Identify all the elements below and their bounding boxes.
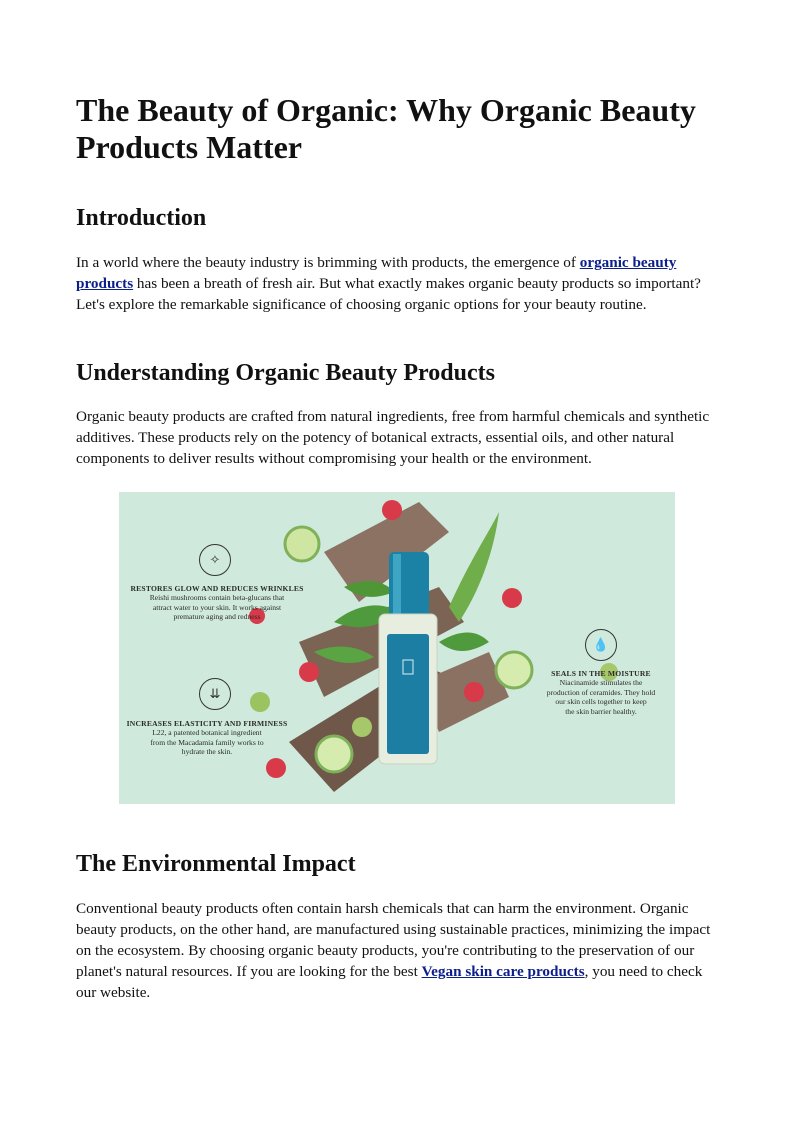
callout-title: RESTORES GLOW AND REDUCES WRINKLES — [130, 584, 304, 593]
raspberry — [299, 662, 319, 682]
firmness-badge-icon: ⇊ — [199, 678, 231, 710]
raspberry — [382, 500, 402, 520]
section-paragraph-introduction — [76, 252, 722, 315]
section-paragraph-environmental-impact — [76, 898, 722, 1003]
callout-glow — [121, 584, 313, 622]
raspberry — [464, 682, 484, 702]
section-heading-understanding: Understanding Organic Beauty Products — [76, 360, 495, 386]
callout-line: attract water to your skin. It works against — [152, 602, 282, 612]
moisture-badge-icon: 💧 — [585, 629, 617, 661]
sparkle-badge-icon: ✧ — [199, 544, 231, 576]
cucumber-slice — [285, 527, 319, 561]
callout-line: premature aging and redness — [173, 612, 261, 622]
olive — [352, 717, 372, 737]
paragraph-text: , you need to check our website. — [76, 963, 703, 1002]
raspberry — [502, 588, 522, 608]
paragraph-text: In a world where the beauty industry is brimming with products, the emergence of — [76, 254, 580, 271]
bottle-cap-highlight — [393, 554, 401, 616]
callout-line: Reishi mushrooms contain beta-glucans that — [149, 593, 285, 603]
article-title: The Beauty of Organic: Why Organic Beauty Products Matter — [76, 92, 696, 165]
product-hero-image — [119, 492, 675, 804]
bottle-label — [387, 634, 429, 754]
callout-line: production of ceramides. They hold — [546, 687, 656, 697]
paragraph-text: has been a breath of fresh air. But what exactly makes organic beauty products so important? Let's explore the remarkable significance of choosing organic options for your beauty routine. — [76, 275, 701, 314]
organic-beauty-products-link[interactable]: organic beauty products — [76, 254, 677, 293]
callout-line: hydrate the skin. — [181, 747, 233, 757]
cucumber-slice — [316, 736, 352, 772]
callout-title: SEALS IN THE MOISTURE — [551, 669, 651, 678]
paragraph-text: Conventional beauty products often contain harsh chemicals that can harm the environment. Organic beauty products, on the other hand, are manufactured using sustainable practices, minimizing the impact on the ecosystem. By choosing organic beauty products, you're contributing to the preservation of our planet's natural resources. If you are looking for the best — [76, 900, 711, 981]
olive — [250, 692, 270, 712]
section-heading-introduction: Introduction — [76, 205, 207, 231]
callout-elasticity — [123, 719, 291, 757]
section-paragraph-understanding: Organic beauty products are crafted from natural ingredients, free from harmful chemicals and synthetic additives. These products rely on the potency of botanical extracts, essential oils, and other natural components to deliver results without compromising your health or the environment. — [76, 408, 710, 468]
callout-line: the skin barrier healthy. — [565, 706, 637, 716]
leaf — [439, 633, 489, 651]
callout-line: from the Macadamia family works to — [150, 737, 264, 747]
raspberry — [266, 758, 286, 778]
callout-line: L22, a patented botanical ingredient — [152, 728, 262, 738]
cucumber-slice — [496, 652, 532, 688]
callout-line: Niacinamide stimulates the — [559, 678, 643, 688]
callout-title: INCREASES ELASTICITY AND FIRMINESS — [126, 719, 288, 728]
callout-line: our skin cells together to keep — [555, 697, 647, 707]
leaf — [449, 512, 499, 622]
callout-moisture — [531, 669, 671, 716]
vegan-skin-care-products-link[interactable]: Vegan skin care products — [421, 963, 585, 981]
section-heading-environmental-impact: The Environmental Impact — [76, 851, 356, 877]
